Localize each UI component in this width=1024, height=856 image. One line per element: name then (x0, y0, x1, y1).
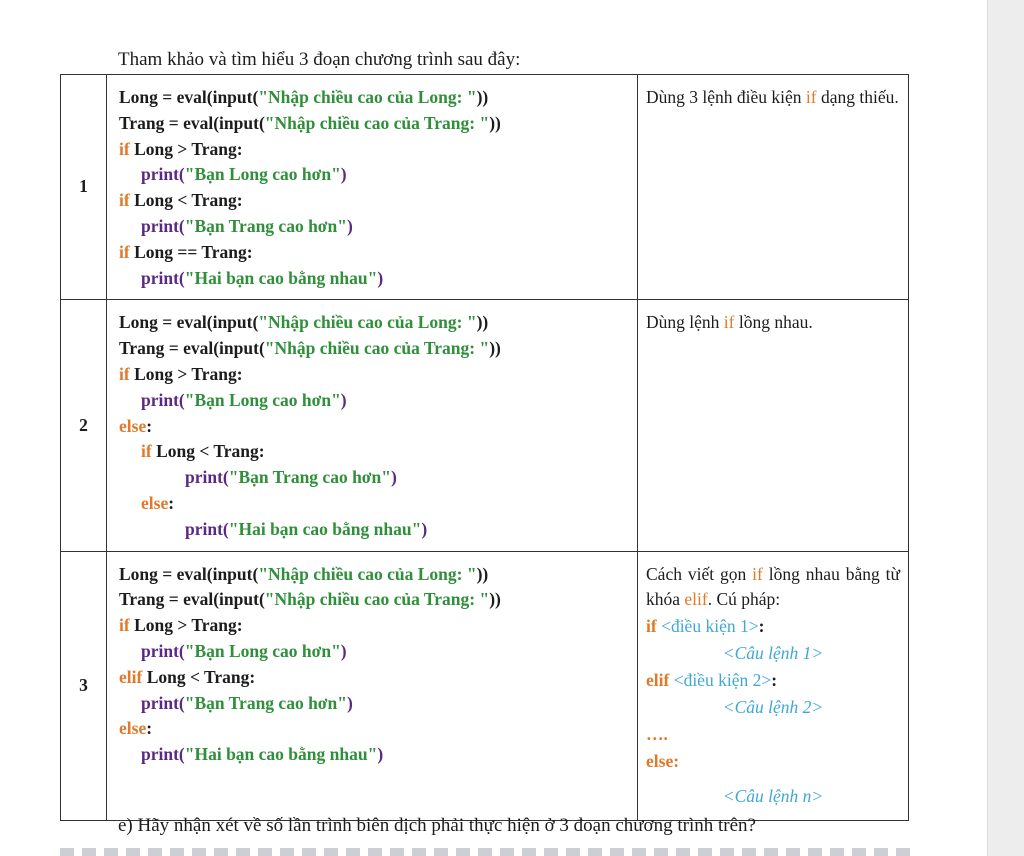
cut-off-text-line (60, 848, 910, 856)
table-row (61, 551, 909, 820)
description-cell: Dùng lệnh if lồng nhau. (638, 300, 909, 551)
table-row (61, 300, 909, 551)
syntax-block: if <điều kiện 1>: <Câu lệnh 1> elif <điều kiện 2>: <Câu lệnh 2> …. else: <Câu lệnh n> (646, 616, 824, 807)
row-number: 3 (61, 551, 107, 820)
row-number: 1 (61, 75, 107, 300)
code-block: Long = eval(input("Nhập chiều cao của Long: ")) Trang = eval(input("Nhập chiều cao của Trang: ")) if Long > Trang: print("Bạn Long cao hơn") if Long < Trang: print("Bạn Trang cao hơn") if Long == Trang: print("Hai bạn cao bằng nhau") (107, 75, 638, 300)
question-text: e) Hãy nhận xét về số lần trình biên dịch phải thực hiện ở 3 đoạn chương trình trên? (118, 815, 756, 836)
code-block: Long = eval(input("Nhập chiều cao của Long: ")) Trang = eval(input("Nhập chiều cao của Trang: ")) if Long > Trang: print("Bạn Long cao hơn") else: if Long < Trang: print("Bạn Trang cao hơn") else: print("Hai bạn cao bằng nhau") (107, 300, 638, 551)
row-number: 2 (61, 300, 107, 551)
description-cell: Dùng 3 lệnh điều kiện if dạng thiếu. (638, 75, 909, 300)
program-table (60, 74, 909, 821)
code-block: Long = eval(input("Nhập chiều cao của Long: ")) Trang = eval(input("Nhập chiều cao của Trang: ")) if Long > Trang: print("Bạn Long cao hơn") elif Long < Trang: print("Bạn Trang cao hơn") else: print("Hai bạn cao bằng nhau") (107, 551, 638, 820)
table-row (61, 75, 909, 300)
description-cell: Cách viết gọn if lồng nhau bằng từ khóa elif. Cú pháp: if <điều kiện 1>: <Câu lệnh 1> elif <điều kiện 2>: <Câu lệnh 2> …. else: <Câu lệnh n> (638, 551, 909, 820)
scrollbar[interactable] (987, 0, 1024, 856)
intro-text: Tham khảo và tìm hiểu 3 đoạn chương trình sau đây: (118, 49, 521, 70)
